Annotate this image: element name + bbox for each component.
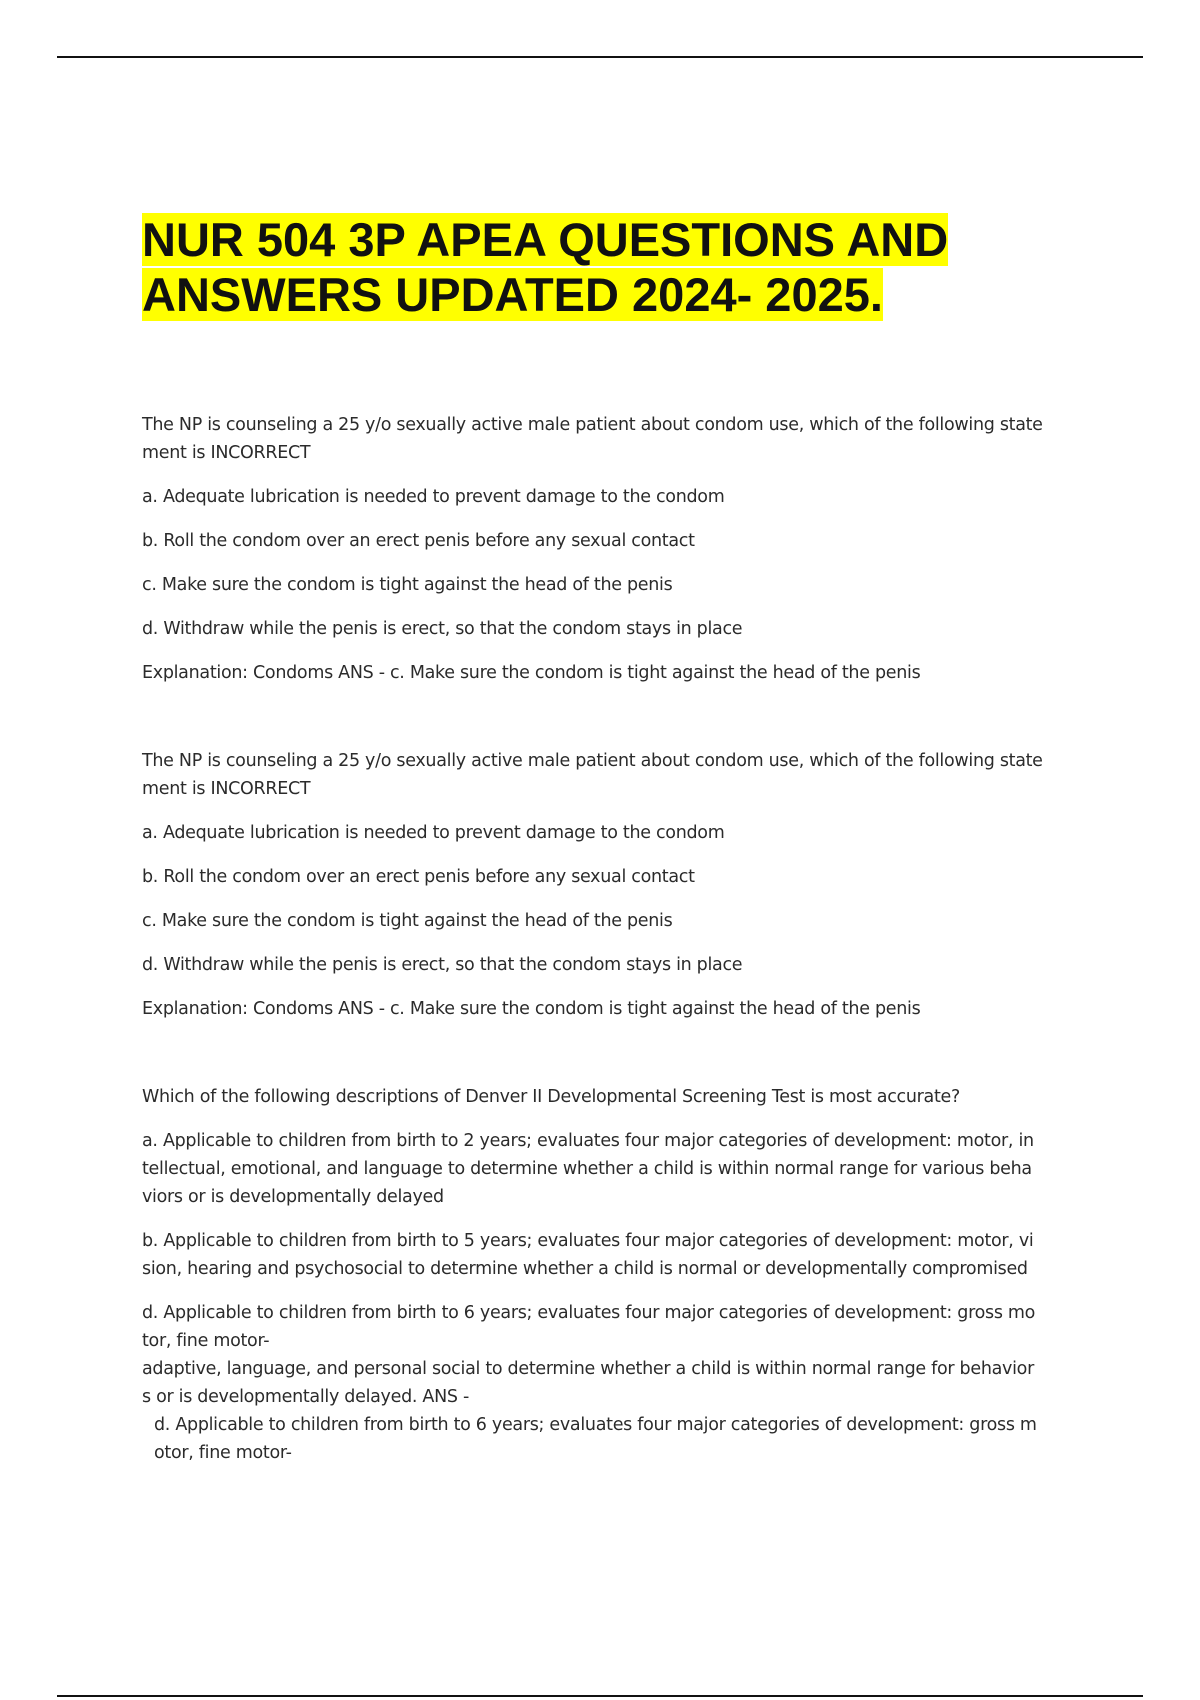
question-block-3 bbox=[142, 1083, 1072, 1467]
answer-option-a bbox=[142, 1127, 1072, 1211]
answer-line: d. Applicable to children from birth to 6 years; evaluates four major categories of development: gross m bbox=[154, 1415, 1037, 1435]
top-divider bbox=[57, 56, 1143, 58]
question-block-1 bbox=[142, 411, 1072, 687]
document-title bbox=[142, 212, 1042, 322]
option-line: d. Applicable to children from birth to 6 years; evaluates four major categories of development: gross mo bbox=[142, 1303, 1036, 1323]
answer-option-c: c. Make sure the condom is tight against the head of the penis bbox=[142, 575, 673, 595]
answer-option-b: b. Roll the condom over an erect penis before any sexual contact bbox=[142, 531, 695, 551]
option-line: tor, fine motor- bbox=[142, 1331, 270, 1351]
answer-text bbox=[142, 1411, 1072, 1467]
document-body bbox=[142, 411, 1072, 1467]
answer-option-d bbox=[142, 1299, 1072, 1411]
option-line: a. Applicable to children from birth to 2 years; evaluates four major categories of development: motor, in bbox=[142, 1131, 1034, 1151]
question-block-2 bbox=[142, 747, 1072, 1023]
option-line: sion, hearing and psychosocial to determine whether a child is normal or developmentally compromised bbox=[142, 1259, 1028, 1279]
option-line: tellectual, emotional, and language to determine whether a child is within normal range for various beha bbox=[142, 1159, 1032, 1179]
answer-explanation: Explanation: Condoms ANS - c. Make sure the condom is tight against the head of the penis bbox=[142, 999, 921, 1019]
option-line: b. Applicable to children from birth to 5 years; evaluates four major categories of development: motor, vi bbox=[142, 1231, 1034, 1251]
answer-option-b bbox=[142, 1227, 1072, 1283]
question-stem-line: The NP is counseling a 25 y/o sexually active male patient about condom use, which of the following state bbox=[142, 751, 1043, 771]
question-stem-line: ment is INCORRECT bbox=[142, 779, 311, 799]
question-stem-line: ment is INCORRECT bbox=[142, 443, 311, 463]
option-line: s or is developmentally delayed. ANS - bbox=[142, 1387, 469, 1407]
answer-option-a: a. Adequate lubrication is needed to prevent damage to the condom bbox=[142, 823, 725, 843]
question-stem-line: The NP is counseling a 25 y/o sexually active male patient about condom use, which of the following state bbox=[142, 415, 1043, 435]
question-stem bbox=[142, 747, 1072, 803]
answer-option-a: a. Adequate lubrication is needed to prevent damage to the condom bbox=[142, 487, 725, 507]
title-line-1: NUR 504 3P APEA QUESTIONS AND bbox=[142, 213, 949, 266]
answer-option-d: d. Withdraw while the penis is erect, so that the condom stays in place bbox=[142, 955, 743, 975]
bottom-divider bbox=[57, 1695, 1143, 1697]
title-line-2: ANSWERS UPDATED 2024- 2025. bbox=[142, 268, 883, 321]
answer-explanation: Explanation: Condoms ANS - c. Make sure the condom is tight against the head of the penis bbox=[142, 663, 921, 683]
answer-option-c: c. Make sure the condom is tight against the head of the penis bbox=[142, 911, 673, 931]
answer-option-b: b. Roll the condom over an erect penis before any sexual contact bbox=[142, 867, 695, 887]
question-stem: Which of the following descriptions of Denver II Developmental Screening Test is most accurate? bbox=[142, 1087, 960, 1107]
option-line: viors or is developmentally delayed bbox=[142, 1187, 444, 1207]
option-line: adaptive, language, and personal social to determine whether a child is within normal range for behavior bbox=[142, 1359, 1034, 1379]
answer-option-d: d. Withdraw while the penis is erect, so that the condom stays in place bbox=[142, 619, 743, 639]
answer-line: otor, fine motor- bbox=[154, 1443, 292, 1463]
question-stem bbox=[142, 411, 1072, 467]
